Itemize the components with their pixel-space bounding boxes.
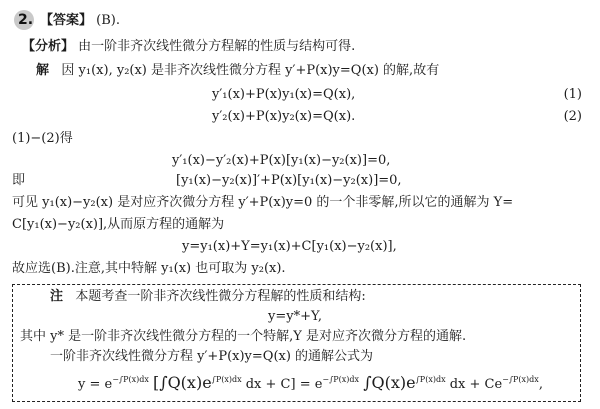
analysis-text: 由一阶非齐次线性微分方程解的性质与结构可得. bbox=[78, 39, 356, 54]
question-number: 2. bbox=[18, 12, 34, 28]
equation-1-number: (1) bbox=[563, 87, 582, 102]
solution-label: 解 bbox=[36, 63, 50, 78]
difference-intro: (1)−(2)得 bbox=[12, 131, 73, 146]
answer-line bbox=[40, 12, 120, 30]
solution-intro: 因 y₁(x), y₂(x) 是非齐次线性微分方程 y′+P(x)y=Q(x) 的解,故有 bbox=[61, 63, 440, 78]
equation-5: y=y₁(x)+Y=y₁(x)+C[y₁(x)−y₂(x)], bbox=[182, 239, 397, 254]
note-equation: y=y*+Y, bbox=[268, 309, 323, 324]
equation-2-number: (2) bbox=[563, 109, 582, 124]
analysis-line bbox=[22, 38, 355, 56]
paragraph-line-1: 可见 y₁(x)−y₂(x) 是对应齐次微分方程 y′+P(x)y=0 的一个非零解,所以它的通解为 Y= bbox=[12, 195, 514, 210]
ji-label: 即 bbox=[12, 173, 26, 188]
note-line-1 bbox=[50, 288, 366, 306]
analysis-label: 【分析】 bbox=[22, 39, 75, 54]
conclusion: 故应选(B).注意,其中特解 y₁(x) 也可取为 y₂(x). bbox=[12, 261, 286, 276]
note-line-3: 一阶非齐次线性微分方程 y′+P(x)y=Q(x) 的通解公式为 bbox=[50, 349, 374, 364]
answer-value: (B). bbox=[96, 13, 120, 28]
note-text: 本题考查一阶非齐次线性微分方程解的性质和结构: bbox=[75, 289, 366, 304]
note-line-2: 其中 y* 是一阶非齐次线性微分方程的一个特解,Y 是对应齐次微分方程的通解. bbox=[20, 329, 467, 344]
answer-label: 【答案】 bbox=[40, 13, 93, 28]
note-label: 注 bbox=[50, 289, 64, 304]
equation-4: [y₁(x)−y₂(x)]′+P(x)[y₁(x)−y₂(x)]=0, bbox=[176, 173, 402, 188]
solution-intro-line bbox=[36, 62, 439, 80]
general-formula: $y = e^{-\int P(x)dx}$ [$\int Q(x)e^{\int P(x)dx}$ dx + $C] = e^{-\int P(x)dx}$ $\int Q(x)e^{\int P(x)dx}$ dx + $Ce^{-\int P(x)dx}$, bbox=[78, 373, 543, 392]
equation-1: y′₁(x)+P(x)y₁(x)=Q(x), bbox=[212, 87, 356, 102]
equation-2: y′₂(x)+P(x)y₂(x)=Q(x). bbox=[212, 109, 356, 124]
equation-3: y′₁(x)−y′₂(x)+P(x)[y₁(x)−y₂(x)]=0, bbox=[172, 153, 391, 168]
paragraph-line-2: C[y₁(x)−y₂(x)],从而原方程的通解为 bbox=[12, 217, 225, 232]
